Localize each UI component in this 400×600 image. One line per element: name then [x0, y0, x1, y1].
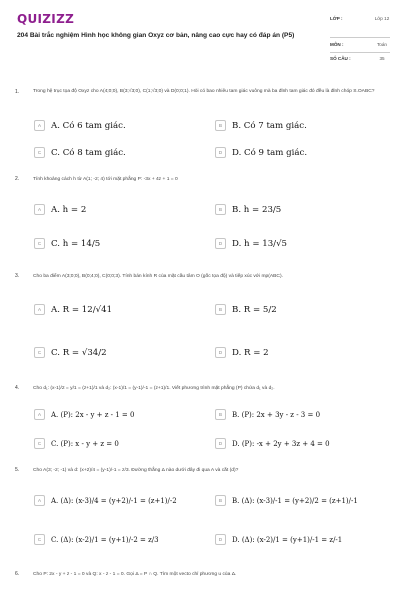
question-text: Trong hệ trục tọa độ Oxyz cho A(4;0;0), B(3;√3;0), C(1;√3;0) và D(0;0;1). Hỏi có bao nhiêu tam giác vuông mà ba đỉnh tam giác đó đều là đỉnh chóp S.OABC?	[33, 89, 375, 94]
meta-label: SỐ CÂU :	[330, 56, 351, 61]
answer-option-a[interactable]	[34, 492, 204, 509]
meta-value: 35	[379, 56, 385, 61]
answer-option-b[interactable]	[215, 301, 385, 318]
answer-option-c[interactable]	[34, 144, 204, 161]
answer-option-a[interactable]	[34, 117, 204, 134]
answer-option-d[interactable]	[215, 235, 385, 252]
worksheet-title: 204 Bài trắc nghiệm Hình học không gian Oxyz cơ bản, nâng cao cực hay có đáp án (P5)	[17, 32, 295, 39]
answer-option-a[interactable]	[34, 201, 204, 218]
answer-option-c[interactable]	[34, 531, 204, 548]
option-letter: D	[215, 147, 226, 158]
option-letter: A	[34, 409, 45, 420]
question-number: 5.	[15, 467, 20, 473]
meta-row-subject	[330, 38, 390, 53]
option-text: D. R = 2	[232, 347, 269, 358]
meta-value: Toán	[377, 42, 387, 47]
answer-option-b[interactable]	[215, 492, 385, 509]
answer-option-a[interactable]	[34, 301, 204, 318]
option-text: A. Có 6 tam giác.	[51, 120, 126, 131]
option-text: D. h = 13/√5	[232, 238, 288, 249]
answer-option-d[interactable]	[215, 144, 385, 161]
answer-option-d[interactable]	[215, 344, 385, 361]
question-text: Cho d₁: (x-1)/2 = y/1 = (z+1)/1 và d₂: (x-1)/1 = (y-1)/-1 = (z+1)/1. Viết phương trình mặt phẳng (P) chứa d₁ và d₂.	[33, 386, 275, 391]
option-letter: A	[34, 120, 45, 131]
question-number: 2.	[15, 176, 20, 182]
answer-option-d[interactable]	[215, 435, 385, 452]
option-text: A. (Δ): (x-3)/4 = (y+2)/-1 = (z+1)/-2	[51, 496, 177, 505]
option-letter: B	[215, 120, 226, 131]
option-text: B. (P): 2x + 3y - z - 3 = 0	[232, 410, 321, 419]
answer-option-b[interactable]	[215, 201, 385, 218]
option-letter: D	[215, 534, 226, 545]
meta-row-count	[330, 53, 390, 67]
meta-row-class	[330, 14, 390, 38]
option-letter: A	[34, 495, 45, 506]
option-letter: C	[34, 438, 45, 449]
answer-option-d[interactable]	[215, 531, 385, 548]
option-letter: B	[215, 409, 226, 420]
answer-option-c[interactable]	[34, 435, 204, 452]
option-text: A. h = 2	[51, 204, 87, 215]
option-letter: D	[215, 238, 226, 249]
option-text: D. Có 9 tam giác.	[232, 147, 308, 158]
answer-option-b[interactable]	[215, 406, 385, 423]
answer-option-a[interactable]	[34, 406, 204, 423]
option-letter: C	[34, 238, 45, 249]
option-letter: C	[34, 347, 45, 358]
option-letter: B	[215, 495, 226, 506]
question-text: Cho A(3; -2; -1) và d: (x+2)/4 = (y-1)/-1 = z/3. Đường thẳng Δ nào dưới đây đi qua A và cắt (d)?	[33, 468, 239, 473]
option-letter: D	[215, 438, 226, 449]
option-letter: D	[215, 347, 226, 358]
worksheet-header	[0, 0, 400, 78]
meta-value: Lớp 12	[374, 16, 390, 21]
quizizz-logo: QUIZIZZ	[17, 12, 75, 26]
question-number: 4.	[15, 385, 20, 391]
option-text: C. (P): x - y + z = 0	[51, 439, 119, 448]
option-text: C. R = √34/2	[51, 347, 107, 358]
option-letter: A	[34, 204, 45, 215]
meta-label: LỚP :	[330, 16, 343, 21]
option-text: B. Có 7 tam giác.	[232, 120, 307, 131]
answer-option-c[interactable]	[34, 235, 204, 252]
question-text: Cho ba điểm A(3;0;0), B(0;4;0), C(0;0;3). Tính bán kính R của mặt cầu tâm O (gốc tọa độ) và tiếp xúc với mp(ABC).	[33, 274, 283, 279]
option-letter: C	[34, 534, 45, 545]
option-letter: B	[215, 204, 226, 215]
option-letter: B	[215, 304, 226, 315]
question-number: 1.	[15, 89, 20, 95]
question-number: 3.	[15, 273, 20, 279]
option-letter: A	[34, 304, 45, 315]
question-number: 6.	[15, 571, 20, 577]
question-text: Tính khoảng cách h từ A(1; -2; 4) tới mặt phẳng P: -3x + 4z + 1 = 0	[33, 177, 178, 182]
meta-label: MÔN :	[330, 42, 344, 47]
option-letter: C	[34, 147, 45, 158]
option-text: B. R = 5/2	[232, 304, 277, 315]
answer-option-b[interactable]	[215, 117, 385, 134]
answer-option-c[interactable]	[34, 344, 204, 361]
option-text: B. h = 23/5	[232, 204, 282, 215]
option-text: C. h = 14/5	[51, 238, 101, 249]
option-text: A. R = 12/√41	[51, 304, 113, 315]
option-text: B. (Δ): (x-3)/-1 = (y+2)/2 = (z+1)/-1	[232, 496, 358, 505]
option-text: A. (P): 2x - y + z - 1 = 0	[51, 410, 135, 419]
option-text: C. (Δ): (x-2)/1 = (y+1)/-2 = z/3	[51, 535, 159, 544]
meta-table	[330, 14, 390, 67]
option-text: D. (Δ): (x-2)/1 = (y+1)/-1 = z/-1	[232, 535, 343, 544]
question-text: Cho P: 2x - y + z - 1 = 0 và Q: x - z - 1 = 0. Gọi Δ = P ∩ Q. Tìm một vecto chỉ phương u của Δ.	[33, 572, 237, 577]
option-text: C. Có 8 tam giác.	[51, 147, 126, 158]
option-text: D. (P): -x + 2y + 3z + 4 = 0	[232, 439, 330, 448]
